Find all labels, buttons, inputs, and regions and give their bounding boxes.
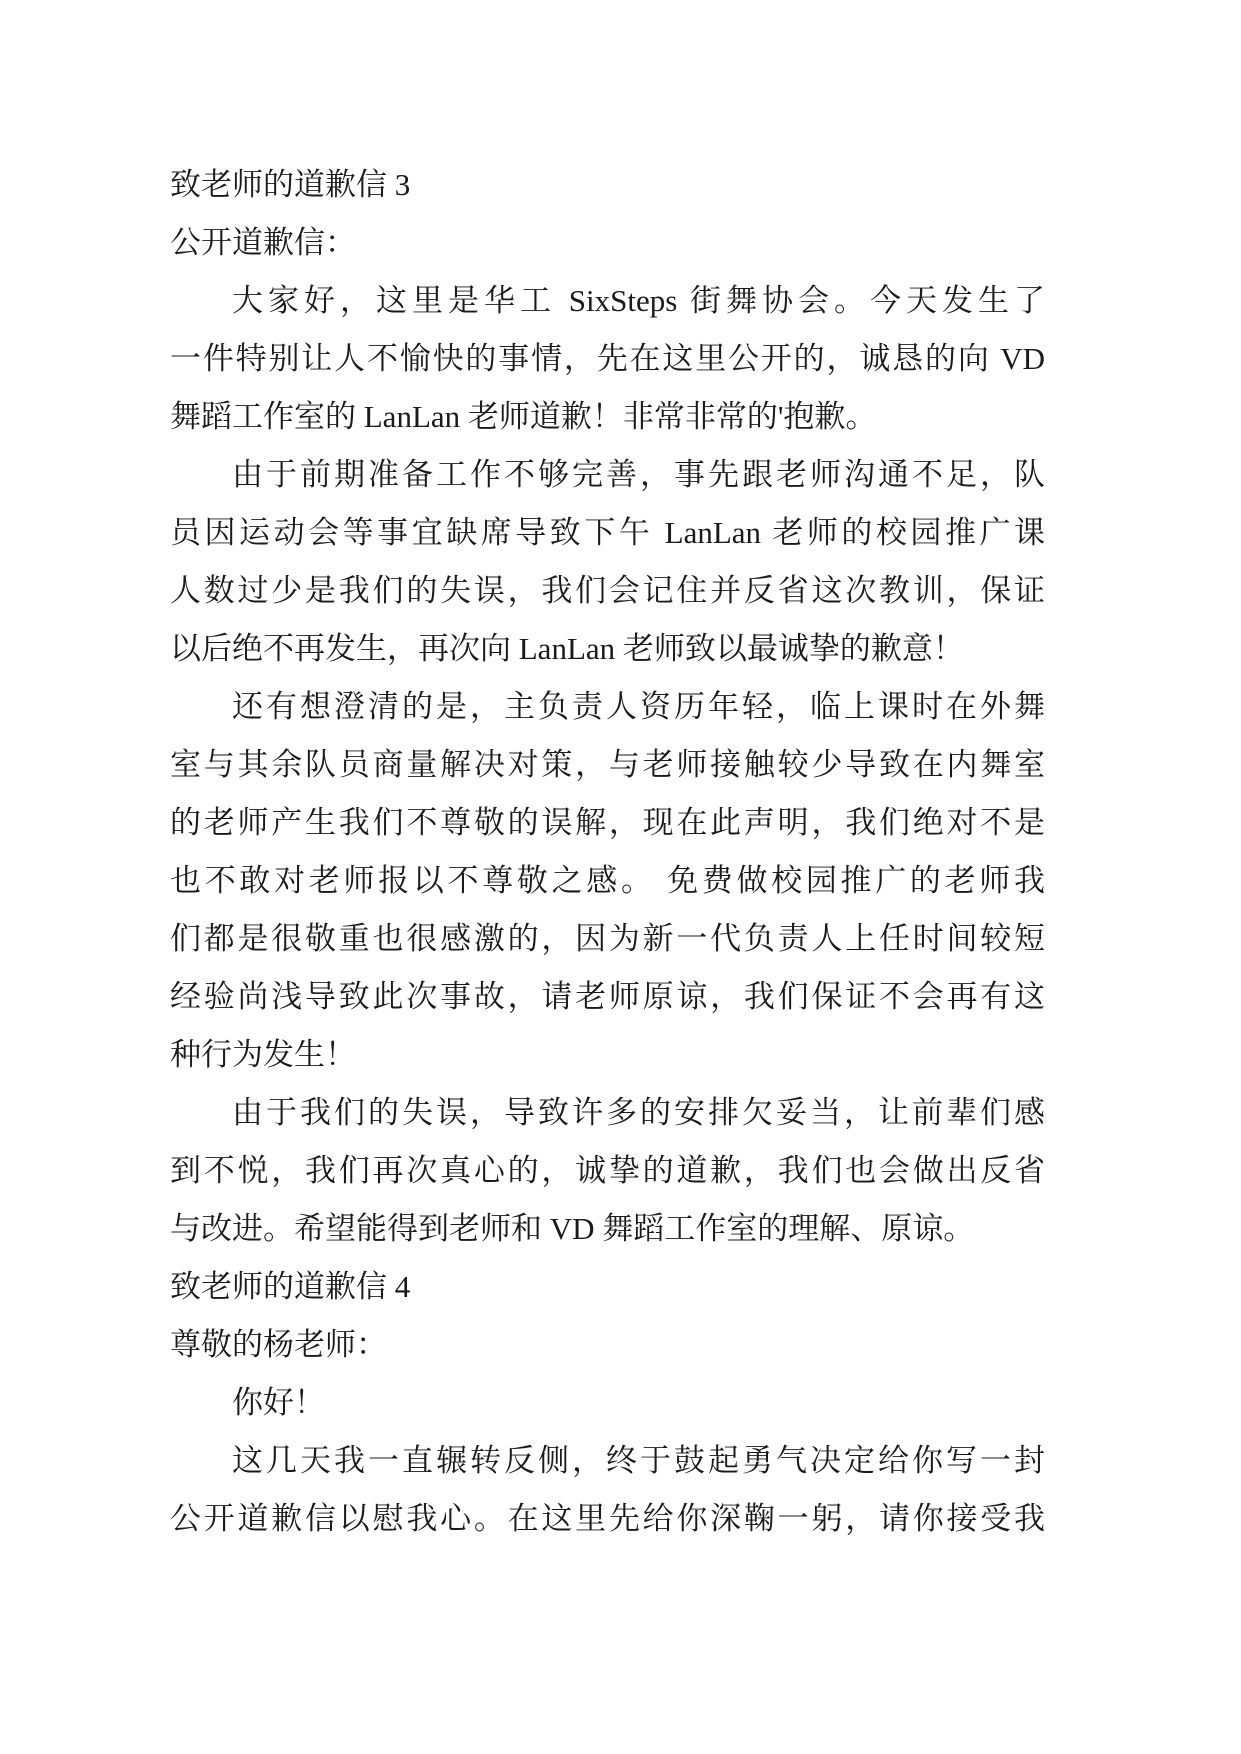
paragraph-line: 还有想澄清的是，主负责人资历年轻，临上课时在外舞: [232, 689, 1045, 724]
paragraph-line: 由于前期准备工作不够完善，事先跟老师沟通不足，队: [232, 457, 1045, 492]
paragraph-line: 室与其余队员商量解决对策，与老师接触较少导致在内舞室: [170, 747, 1045, 782]
letter-title: 致老师的道歉信 3: [170, 167, 411, 202]
paragraph: [170, 1432, 1045, 1548]
paragraph: [170, 1084, 1045, 1258]
paragraph-line: 与改进。希望能得到老师和 VD 舞蹈工作室的理解、原谅。: [170, 1211, 975, 1246]
paragraph-line: 人数过少是我们的失误，我们会记住并反省这次教训，保证: [170, 573, 1045, 608]
paragraph-line: 这几天我一直辗转反侧，终于鼓起勇气决定给你写一封: [232, 1443, 1045, 1478]
paragraph-line: 大家好，这里是华工 SixSteps 街舞协会。今天发生了: [232, 283, 1045, 318]
paragraph: [170, 446, 1045, 678]
paragraph: [170, 1374, 1045, 1432]
document-body: [170, 156, 1045, 1548]
paragraph-line: 种行为发生！: [170, 1037, 356, 1072]
paragraph-line: 公开道歉信以慰我心。在这里先给你深鞠一躬，请你接受我: [170, 1501, 1045, 1536]
paragraph-line: 也不敢对老师报以不尊敬之感。 免费做校园推广的老师我: [170, 863, 1045, 898]
paragraph-line: 的老师产生我们不尊敬的误解，现在此声明，我们绝对不是: [170, 805, 1045, 840]
letter-title: 致老师的道歉信 4: [170, 1269, 411, 1304]
paragraph-line: 经验尚浅导致此次事故，请老师原谅，我们保证不会再有这: [170, 979, 1045, 1014]
paragraph-line: 员因运动会等事宜缺席导致下午 LanLan 老师的校园推广课: [170, 515, 1045, 550]
paragraph: [170, 678, 1045, 1084]
paragraph-line: 由于我们的失误，导致许多的安排欠妥当，让前辈们感: [232, 1095, 1045, 1130]
paragraph-line: 一件特别让人不愉快的事情，先在这里公开的，诚恳的向 VD: [170, 341, 1045, 376]
paragraph-line: 舞蹈工作室的 LanLan 老师道歉！非常非常的'抱歉。: [170, 399, 877, 434]
paragraph-line: 你好！: [232, 1385, 325, 1420]
salutation: 尊敬的杨老师：: [170, 1327, 387, 1362]
salutation: 公开道歉信：: [170, 225, 356, 260]
paragraph-line: 到不悦，我们再次真心的，诚挚的道歉，我们也会做出反省: [170, 1153, 1045, 1188]
paragraph-line: 们都是很敬重也很感激的，因为新一代负责人上任时间较短: [170, 921, 1045, 956]
paragraph-line: 以后绝不再发生，再次向 LanLan 老师致以最诚挚的歉意！: [170, 631, 964, 666]
paragraph: [170, 272, 1045, 446]
